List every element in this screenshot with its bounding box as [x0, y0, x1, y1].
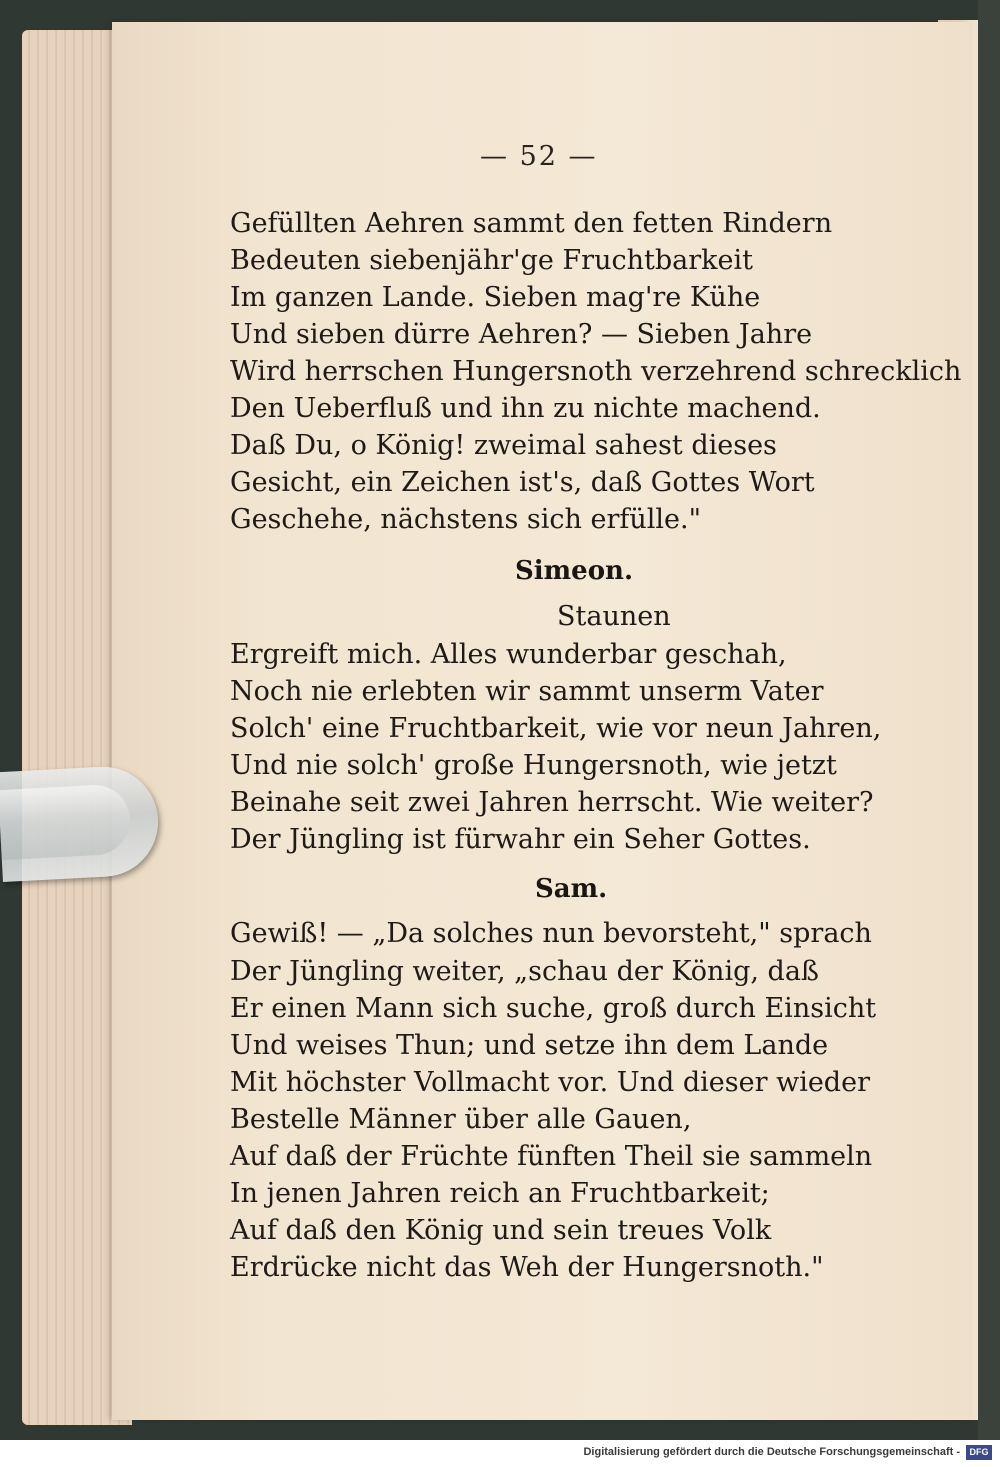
verse-line: Wird herrschen Hungersnoth verzehrend schrecklich	[230, 356, 962, 387]
glass-page-clip	[0, 764, 161, 882]
funding-credit: Digitalisierung gefördert durch die Deutsche Forschungsgemeinschaft -	[583, 1446, 960, 1458]
verse-line: Und sieben dürre Aehren? — Sieben Jahre	[230, 319, 813, 350]
verse-line: Ergreift mich. Alles wunderbar geschah,	[230, 639, 787, 670]
verse-line: In jenen Jahren reich an Fruchtbarkeit;	[230, 1178, 770, 1209]
verse-line: Erdrücke nicht das Weh der Hungersnoth."	[230, 1252, 824, 1283]
verse-line: Im ganzen Lande. Sieben mag're Kühe	[230, 282, 761, 313]
verse-line: Der Jüngling ist fürwahr ein Seher Gottes.	[230, 824, 811, 855]
verse-line: Noch nie erlebten wir sammt unserm Vater	[230, 676, 824, 707]
glass-clip-highlight	[0, 783, 132, 860]
speaker-name: Simeon.	[515, 556, 634, 586]
verse-line: Und nie solch' große Hungersnoth, wie jetzt	[230, 750, 837, 781]
verse-line: Mit höchster Vollmacht vor. Und dieser wieder	[230, 1067, 870, 1098]
verse-line: Auf daß den König und sein treues Volk	[230, 1215, 772, 1246]
verse-line: Gewiß! — „Da solches nun bevorsteht," sprach	[230, 918, 872, 949]
page-number: — 52 —	[480, 141, 598, 172]
verse-line: Geschehe, nächstens sich erfülle."	[230, 504, 702, 535]
speaker-name: Sam.	[535, 874, 608, 904]
footer-bar	[0, 1440, 1000, 1467]
scan-border-right	[978, 0, 1000, 1440]
verse-line: Der Jüngling weiter, „schau der König, daß	[230, 956, 819, 987]
verse-line: Gesicht, ein Zeichen ist's, daß Gottes Wort	[230, 467, 815, 498]
dfg-logo-icon: DFG	[966, 1445, 992, 1460]
verse-line: Solch' eine Fruchtbarkeit, wie vor neun Jahren,	[230, 713, 882, 744]
verse-line: Daß Du, o König! zweimal sahest dieses	[230, 430, 777, 461]
verse-line: Bedeuten siebenjähr'ge Fruchtbarkeit	[230, 245, 753, 276]
verse-line: Den Ueberfluß und ihn zu nichte machend.	[230, 393, 821, 424]
verse-line: Bestelle Männer über alle Gauen,	[230, 1104, 692, 1135]
verse-line: Auf daß der Früchte fünften Theil sie sammeln	[230, 1141, 873, 1172]
verse-line: Er einen Mann sich suche, groß durch Einsicht	[230, 993, 877, 1024]
verse-line: Beinahe seit zwei Jahren herrscht. Wie weiter?	[230, 787, 874, 818]
verse-line: Und weises Thun; und setze ihn dem Lande	[230, 1030, 829, 1061]
verse-line: Gefüllten Aehren sammt den fetten Rindern	[230, 208, 833, 239]
verse-line: Staunen	[557, 601, 671, 632]
